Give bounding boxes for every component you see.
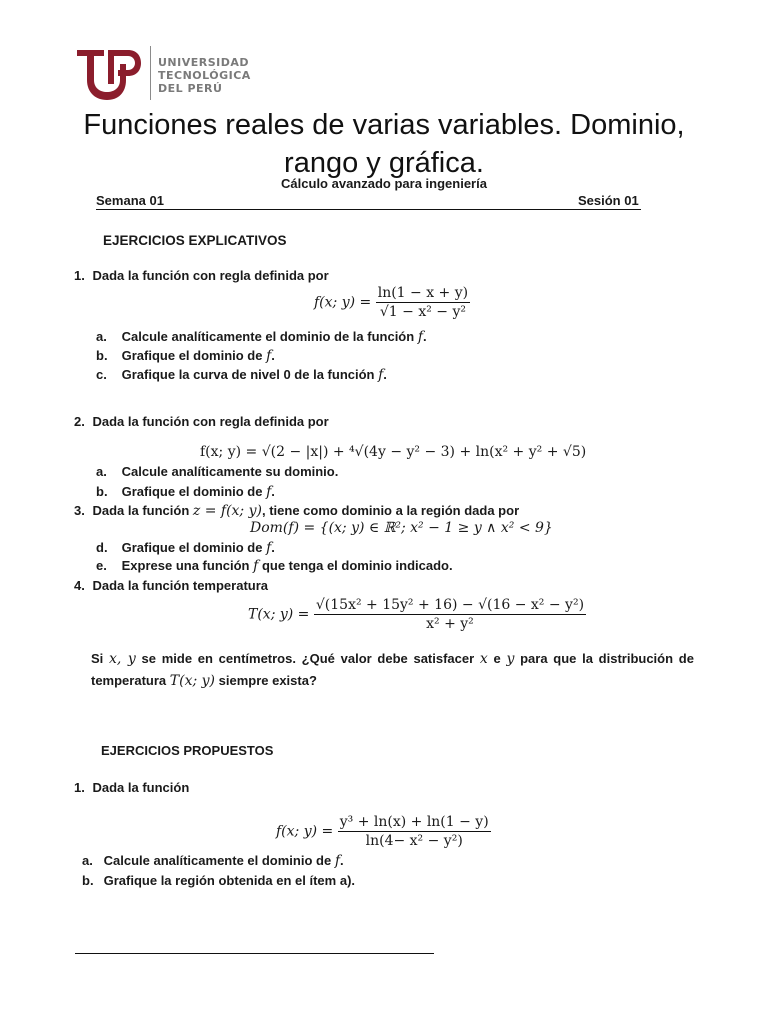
header-rule	[96, 209, 641, 210]
semana-label: Semana 01	[96, 193, 164, 208]
exercise-1-fraction	[376, 285, 470, 320]
footer-rule	[75, 953, 434, 954]
exercise-4-text: Dada la función temperatura	[92, 578, 269, 593]
proposed-1-statement	[74, 780, 189, 795]
exercise-1-item-a: a. Calcule analíticamente el dominio de la función f.	[96, 329, 427, 345]
exercise-2-statement	[74, 414, 329, 429]
exercise-2-item-a: a. Calcule analíticamente su dominio.	[96, 464, 339, 479]
exercise-2-item-b: b. Grafique el dominio de f.	[96, 484, 275, 500]
exercise-4-paragraph: Si x, y se mide en centímetros. ¿Qué valor debe satisfacer x e y para que la distribución de temperatura T(x; y) siempre exista?	[91, 651, 694, 689]
exercise-1-number: 1.	[74, 268, 85, 283]
proposed-1-number: 1.	[74, 780, 85, 795]
exercise-4-denominator: x² + y²	[426, 616, 474, 632]
exercise-1-item-b: b. Grafique el dominio de f.	[96, 348, 275, 364]
exercise-1-statement	[74, 268, 329, 283]
exercise-2-formula: f(x; y) = √(2 − |x|) + ⁴√(4y − y² − 3) + ln(x² + y² + √5)	[200, 444, 587, 460]
exercise-3-formula: Dom(f) = {(x; y) ∈ ℝ²; x² − 1 ≥ y ∧ x² < 9}	[250, 520, 553, 536]
exercise-3-equation: z = f(x; y)	[192, 503, 262, 519]
exercise-4-numerator: √(15x² + 15y² + 16) − √(16 − x² − y²)	[315, 597, 585, 613]
proposed-1-numerator: y³ + ln(x) + ln(1 − y)	[339, 814, 489, 830]
proposed-1-denominator: ln(4− x² − y²)	[365, 833, 463, 849]
logo-divider	[150, 46, 151, 100]
proposed-1-item-a: a. Calcule analíticamente el dominio de f.	[82, 853, 344, 869]
exercise-2-number: 2.	[74, 414, 85, 429]
exercise-1-denominator: √1 − x² − y²	[379, 304, 466, 320]
title-line2: rango y gráfica.	[284, 147, 484, 179]
exercise-1-formula-lhs: f(x; y) =	[314, 294, 372, 311]
logo-line2: TECNOLÓGICA	[158, 69, 251, 82]
sesion-label: Sesión 01	[578, 193, 639, 208]
exercise-3-statement: 3. Dada la función z = f(x; y), tiene como dominio a la región dada por	[74, 503, 520, 519]
logo-line3: DEL PERÚ	[158, 82, 223, 95]
exercise-1-item-c: c. Grafique la curva de nivel 0 de la función f.	[96, 367, 387, 383]
utp-logo-icon	[74, 44, 142, 102]
exercise-1-text: Dada la función con regla definida por	[92, 268, 329, 283]
exercise-4-formula: T(x; y) = $\frac{\text{√(15x² + 15y² + 16) − √(16 − x² − y²)}}{\text{x² + y²}}$	[248, 597, 585, 632]
exercise-1-formula	[314, 285, 470, 320]
exercise-4-statement	[74, 578, 268, 593]
exercise-4-number: 4.	[74, 578, 85, 593]
section-propuestos-title: EJERCICIOS PROPUESTOS	[101, 743, 274, 758]
subtitle: Cálculo avanzado para ingeniería	[281, 176, 487, 191]
exercise-3-number: 3.	[74, 503, 85, 518]
university-logo	[74, 44, 254, 102]
proposed-1-formula: f(x; y) = $\frac{\text{y³ + ln(x) + ln(1 − y)}}{\text{ln(4− x² − y²)}}$	[276, 814, 489, 849]
exercise-3-item-d: d. Grafique el dominio de f.	[96, 540, 275, 556]
title-line1: Funciones reales de varias variables. Dominio,	[83, 109, 685, 141]
exercise-1-numerator: ln(1 − x + y)	[377, 285, 469, 301]
page-title	[60, 106, 708, 182]
exercise-2-text: Dada la función con regla definida por	[92, 414, 329, 429]
exercise-4-fraction	[314, 597, 586, 632]
logo-line1: UNIVERSIDAD	[158, 56, 250, 69]
proposed-1-item-b: b. Grafique la región obtenida en el ítem a).	[82, 873, 356, 888]
proposed-1-text: Dada la función	[92, 780, 190, 795]
section-explicativos-title: EJERCICIOS EXPLICATIVOS	[103, 233, 287, 248]
exercise-3-item-e: e. Exprese una función f que tenga el dominio indicado.	[96, 558, 453, 574]
proposed-1-fraction	[338, 814, 491, 849]
